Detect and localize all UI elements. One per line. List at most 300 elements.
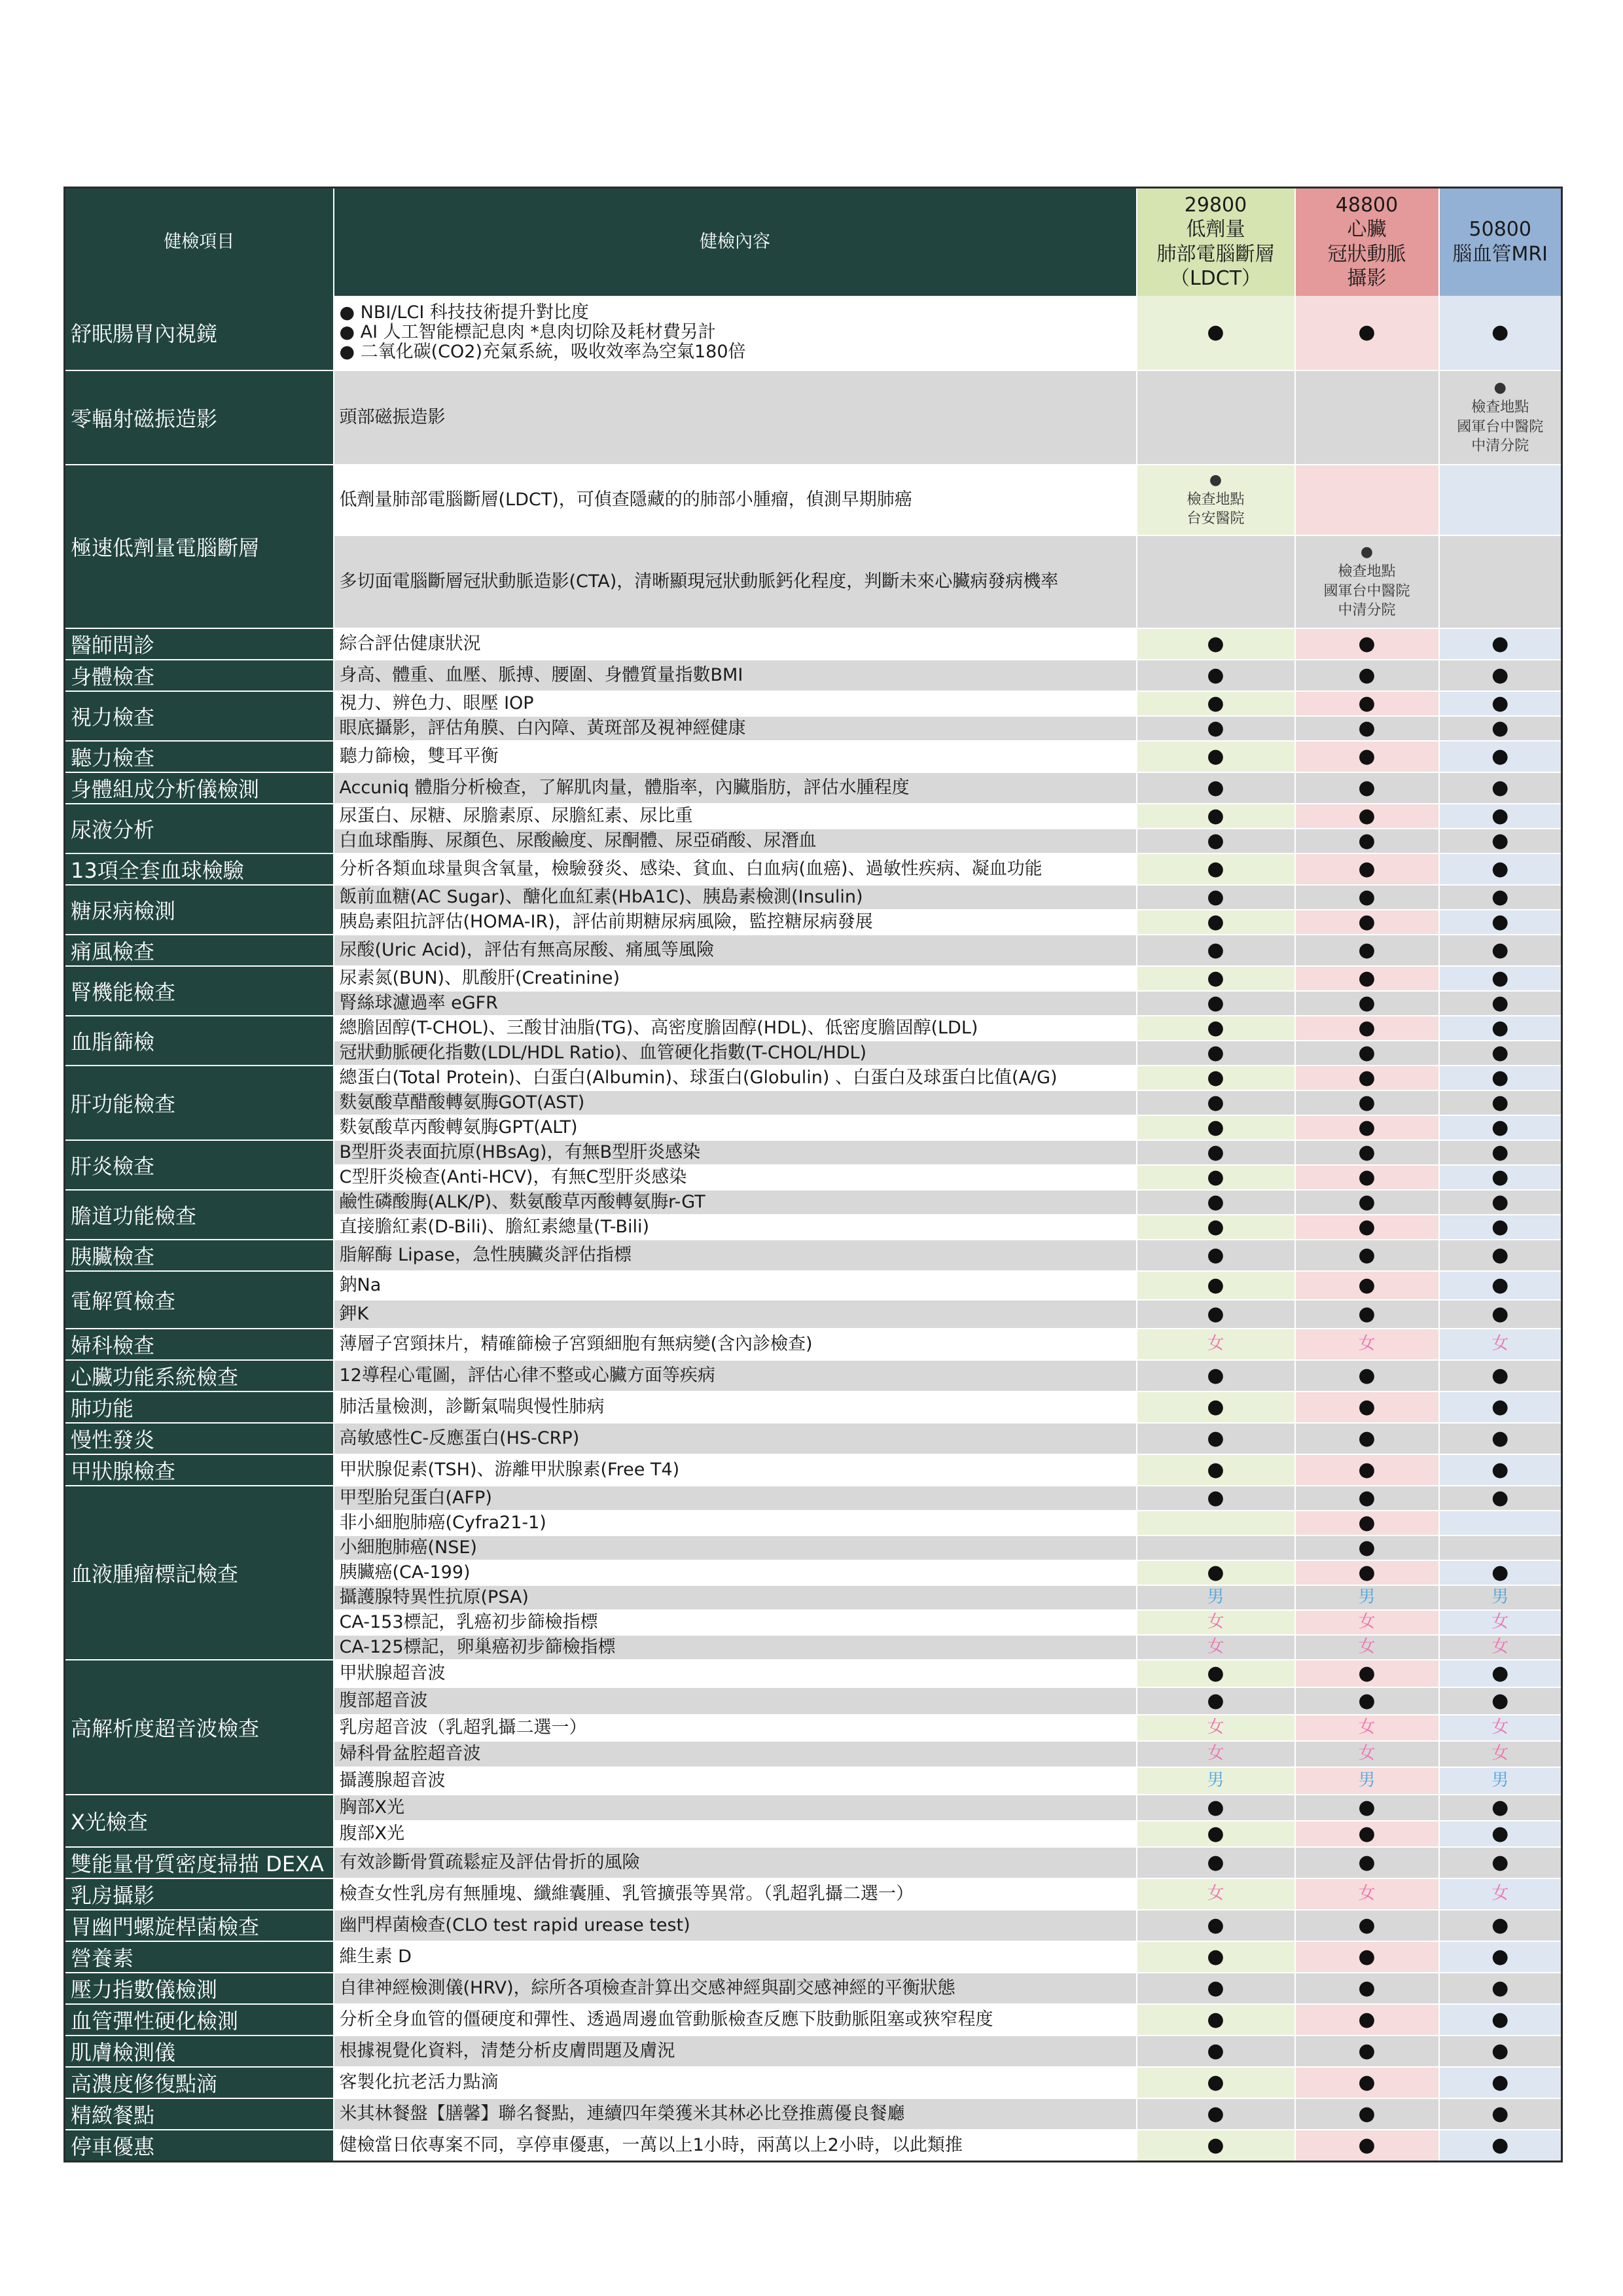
included-dot-icon: ● [1207,938,1224,961]
included-dot-icon: ● [1207,857,1224,880]
package-mark-cell [1295,1767,1439,1795]
included-dot-icon: ● [1207,910,1224,933]
included-dot-icon: ● [1207,1661,1224,1685]
included-dot-icon: ● [1358,910,1376,933]
package-mark-cell [1439,1973,1562,2004]
included-dot-icon: ● [1491,1090,1509,1114]
included-dot-icon: ● [1491,1821,1509,1845]
female-only-mark: 女 [1491,1743,1509,1763]
package-header-ldct [1137,188,1295,296]
category-cell: 舒眠腸胃內視鏡 [65,296,334,370]
included-dot-icon: ● [1358,1795,1376,1819]
table-body [65,296,1562,2162]
female-only-mark: 女 [1207,1883,1224,1903]
included-dot-icon: ● [1491,1458,1509,1481]
package-mark-cell [1439,1610,1562,1635]
included-dot-icon: ● [1207,1689,1224,1712]
description-cell: 腹部X光 [334,1821,1137,1847]
included-dot-icon: ● [1207,1273,1224,1297]
package-mark-cell [1439,1511,1562,1535]
package-mark-cell [1295,1090,1439,1115]
included-dot-icon: ● [1207,804,1224,827]
included-dot-icon: ● [1358,1913,1376,1937]
package-mark-cell [1295,1941,1439,1973]
package-mark-cell [1439,1535,1562,1560]
category-cell: 胃幽門螺旋桿菌檢查 [65,1910,334,1941]
included-dot-icon: ● [1358,829,1376,852]
package-mark-cell [1439,991,1562,1016]
package-mark-cell [1295,660,1439,691]
package-mark-cell [1439,1767,1562,1795]
included-dot-icon: ● [1358,1661,1376,1685]
description-cell [334,296,1137,370]
package-mark-cell [1137,2004,1295,2036]
female-only-mark: 女 [1491,1333,1509,1354]
description-cell: 甲狀腺超音波 [334,1660,1137,1687]
package-mark-cell [1439,2098,1562,2130]
included-dot-icon: ● [1358,716,1376,740]
category-cell: 電解質檢查 [65,1271,334,1329]
male-only-mark: 男 [1491,1770,1509,1790]
included-dot-icon: ● [1491,321,1509,344]
table-row [65,1360,1562,1391]
package-mark-cell [1439,1941,1562,1973]
table-header-row [65,188,1562,296]
table-row [65,2036,1562,2067]
package-mark-cell [1439,370,1562,465]
package-mark-cell [1137,1140,1295,1165]
package-mark-cell [1439,2004,1562,2036]
package-mark-cell [1137,1271,1295,1300]
included-dot-icon: ● [1358,1165,1376,1189]
category-cell: 13項全套血球檢驗 [65,853,334,885]
package-mark-cell [1295,829,1439,853]
package-mark-cell [1439,1910,1562,1941]
table-row [65,1066,1562,1090]
package-mark-cell [1137,1878,1295,1910]
included-dot-icon: ● [1207,1850,1224,1874]
included-dot-icon: ● [1207,321,1224,344]
description-cell: 分析各類血球量與含氧量，檢驗發炎、感染、貧血、白血病(血癌)、過敏性疾病、凝血功能 [334,853,1137,885]
location-note-line: ● [1209,471,1222,488]
included-dot-icon: ● [1358,1302,1376,1325]
package-mark-cell [1295,1240,1439,1271]
included-dot-icon: ● [1358,691,1376,715]
description-cell: 尿酸(Uric Acid)，評估有無高尿酸、痛風等風險 [334,935,1137,966]
package-mark-cell [1137,966,1295,991]
included-dot-icon: ● [1358,938,1376,961]
package-name-line: 腦血管MRI [1452,242,1548,266]
package-name-line: 冠狀動脈 [1327,242,1406,266]
description-cell: 甲狀腺促素(TSH)、游離甲狀腺素(Free T4) [334,1454,1137,1486]
package-mark-cell [1439,1635,1562,1660]
included-dot-icon: ● [1491,2133,1509,2157]
female-only-mark: 女 [1207,1636,1224,1657]
package-mark-cell [1137,1511,1295,1535]
package-mark-cell [1137,1767,1295,1795]
included-dot-icon: ● [1207,1486,1224,1509]
included-dot-icon: ● [1491,1945,1509,1968]
category-cell: 高濃度修復點滴 [65,2067,334,2098]
package-mark-cell [1439,1190,1562,1215]
description-line: ● AI 人工智能標記息肉 *息肉切除及耗材費另計 [339,322,716,343]
package-mark-cell [1137,1454,1295,1486]
package-mark-cell [1439,296,1562,370]
package-mark-cell [1439,1240,1562,1271]
description-cell: 維生素 D [334,1941,1137,1973]
package-mark-cell [1439,1660,1562,1687]
package-mark-cell [1137,1610,1295,1635]
table-row [65,1271,1562,1300]
description-cell: 麩氨酸草醋酸轉氨脢GOT(AST) [334,1090,1137,1115]
package-mark-cell [1439,1360,1562,1391]
package-mark-cell [1295,296,1439,370]
package-mark-cell [1295,991,1439,1016]
included-dot-icon: ● [1491,2070,1509,2094]
package-mark-cell [1439,910,1562,935]
included-dot-icon: ● [1358,744,1376,768]
description-cell: 自律神經檢測儀(HRV)，綜所各項檢查計算出交感神經與副交感神經的平衡狀態 [334,1973,1137,2004]
included-dot-icon: ● [1491,1913,1509,1937]
included-dot-icon: ● [1358,2007,1376,2031]
description-cell: 甲型胎兒蛋白(AFP) [334,1486,1137,1511]
package-mark-cell [1137,1635,1295,1660]
category-cell: 心臟功能系統檢查 [65,1360,334,1391]
description-cell: 肺活量檢測，診斷氣喘與慢性肺病 [334,1391,1137,1423]
package-mark-cell [1295,772,1439,804]
included-dot-icon: ● [1491,632,1509,655]
included-dot-icon: ● [1491,1395,1509,1418]
female-only-mark: 女 [1358,1883,1376,1903]
location-note-line: 台安醫院 [1186,511,1245,528]
description-cell: 白血球酯脢、尿顏色、尿酸鹼度、尿酮體、尿亞硝酸、尿潛血 [334,829,1137,853]
included-dot-icon: ● [1491,1140,1509,1164]
included-dot-icon: ● [1207,1560,1224,1584]
package-mark-cell [1295,1973,1439,2004]
package-mark-cell [1439,1271,1562,1300]
included-dot-icon: ● [1358,1458,1376,1481]
category-cell: 肌膚檢測儀 [65,2036,334,2067]
included-dot-icon: ● [1207,1795,1224,1819]
package-mark-cell [1137,535,1295,628]
description-line: ● NBI/LCI 科技技術提升對比度 [339,302,589,323]
package-mark-cell [1295,1821,1439,1847]
description-cell: 乳房超音波（乳超乳攝二選一） [334,1715,1137,1741]
category-cell: 零輻射磁振造影 [65,370,334,465]
package-mark-cell [1295,1115,1439,1140]
description-cell: 脂解酶 Lipase，急性胰臟炎評估指標 [334,1240,1137,1271]
female-only-mark: 女 [1358,1636,1376,1657]
table-row [65,741,1562,772]
included-dot-icon: ● [1491,744,1509,768]
package-mark-cell [1137,2098,1295,2130]
included-dot-icon: ● [1358,1243,1376,1266]
included-dot-icon: ● [1491,966,1509,990]
included-dot-icon: ● [1491,829,1509,852]
included-dot-icon: ● [1491,991,1509,1014]
included-dot-icon: ● [1358,1273,1376,1297]
included-dot-icon: ● [1491,1661,1509,1685]
location-note [1440,378,1561,456]
included-dot-icon: ● [1207,2133,1224,2157]
female-only-mark: 女 [1491,1636,1509,1657]
package-mark-cell [1295,1847,1439,1878]
package-mark-cell [1137,1215,1295,1240]
package-mark-cell [1295,1535,1439,1560]
description-cell: 綜合評估健康狀況 [334,628,1137,660]
package-mark-cell [1295,1560,1439,1585]
included-dot-icon: ● [1358,1140,1376,1164]
included-dot-icon: ● [1207,966,1224,990]
description-cell: 米其林餐盤【膳馨】聯名餐點，連續四年榮獲米其林必比登推薦優良餐廳 [334,2098,1137,2130]
table-row [65,1454,1562,1486]
included-dot-icon: ● [1491,1016,1509,1039]
category-cell: 身體組成分析儀檢測 [65,772,334,804]
category-cell: 極速低劑量電腦斷層 [65,465,334,628]
category-cell: 醫師問診 [65,628,334,660]
category-cell: 腎機能檢查 [65,966,334,1016]
package-mark-cell [1439,1329,1562,1360]
description-cell: 視力、辨色力、眼壓 IOP [334,691,1137,716]
description-cell: 婦科骨盆腔超音波 [334,1741,1137,1767]
package-mark-cell [1137,1847,1295,1878]
package-mark-cell [1295,1610,1439,1635]
package-mark-cell [1295,1660,1439,1687]
category-cell: 痛風檢查 [65,935,334,966]
included-dot-icon: ● [1491,663,1509,687]
included-dot-icon: ● [1358,1821,1376,1845]
female-only-mark: 女 [1207,1717,1224,1737]
package-mark-cell [1439,691,1562,716]
package-mark-cell [1439,465,1562,535]
description-cell: 攝護腺超音波 [334,1767,1137,1795]
package-mark-cell [1137,2067,1295,2098]
package-mark-cell [1439,1454,1562,1486]
table-row [65,1423,1562,1454]
included-dot-icon: ● [1358,1066,1376,1089]
package-mark-cell [1137,885,1295,910]
description-cell: 高敏感性C-反應蛋白(HS-CRP) [334,1423,1137,1454]
table-row [65,1910,1562,1941]
package-mark-cell [1439,829,1562,853]
included-dot-icon: ● [1358,804,1376,827]
package-mark-cell [1137,370,1295,465]
package-mark-cell [1295,465,1439,535]
table-row [65,2130,1562,2162]
table-row [65,660,1562,691]
package-mark-cell [1295,370,1439,465]
package-mark-cell [1137,1715,1295,1741]
package-mark-cell [1137,1585,1295,1610]
description-cell: 攝護腺特異性抗原(PSA) [334,1585,1137,1610]
table-row [65,1329,1562,1360]
description-cell: 低劑量肺部電腦斷層(LDCT)，可偵查隱藏的的肺部小腫瘤，偵測早期肺癌 [334,465,1137,535]
category-cell: 精緻餐點 [65,2098,334,2130]
included-dot-icon: ● [1207,1395,1224,1418]
table-row [65,1391,1562,1423]
female-only-mark: 女 [1491,1883,1509,1903]
package-mark-cell [1439,660,1562,691]
category-cell: 視力檢查 [65,691,334,741]
package-mark-cell [1137,935,1295,966]
package-mark-cell [1137,1821,1295,1847]
package-mark-cell [1295,966,1439,991]
included-dot-icon: ● [1358,966,1376,990]
female-only-mark: 女 [1491,1611,1509,1632]
category-cell: 慢性發炎 [65,1423,334,1454]
female-only-mark: 女 [1207,1743,1224,1763]
package-mark-cell [1295,1687,1439,1715]
package-mark-cell [1439,1066,1562,1090]
included-dot-icon: ● [1491,1066,1509,1089]
included-dot-icon: ● [1207,1821,1224,1845]
package-mark-cell [1439,1215,1562,1240]
package-mark-cell [1295,1878,1439,1910]
package-mark-cell [1137,829,1295,853]
description-cell: 檢查女性乳房有無腫塊、纖維囊腫、乳管擴張等異常。（乳超乳攝二選一） [334,1878,1137,1910]
table-row [65,804,1562,829]
included-dot-icon: ● [1491,2039,1509,2062]
table-row [65,296,1562,370]
description-cell: 直接膽紅素(D-Bili)、膽紅素總量(T-Bili) [334,1215,1137,1240]
table-row [65,772,1562,804]
female-only-mark: 女 [1491,1717,1509,1737]
category-cell: 甲狀腺檢查 [65,1454,334,1486]
category-cell: 身體檢查 [65,660,334,691]
female-only-mark: 女 [1358,1743,1376,1763]
male-only-mark: 男 [1491,1587,1509,1607]
included-dot-icon: ● [1207,1165,1224,1189]
package-mark-cell [1439,1795,1562,1821]
package-mark-cell [1137,804,1295,829]
package-mark-cell [1439,1878,1562,1910]
package-mark-cell [1295,1635,1439,1660]
location-note-line: 檢查地點 [1186,491,1245,508]
package-mark-cell [1137,1329,1295,1360]
description-cell: 聽力篩檢，雙耳平衡 [334,741,1137,772]
included-dot-icon: ● [1207,1458,1224,1481]
included-dot-icon: ● [1491,1976,1509,2000]
included-dot-icon: ● [1358,2039,1376,2062]
included-dot-icon: ● [1491,1215,1509,1238]
included-dot-icon: ● [1491,1041,1509,1064]
package-mark-cell [1137,1535,1295,1560]
included-dot-icon: ● [1491,2007,1509,2031]
included-dot-icon: ● [1491,1243,1509,1266]
package-mark-cell [1137,1016,1295,1041]
package-mark-cell [1295,935,1439,966]
package-mark-cell [1439,716,1562,741]
female-only-mark: 女 [1358,1611,1376,1632]
package-mark-cell [1137,1687,1295,1715]
included-dot-icon: ● [1358,1560,1376,1584]
package-mark-cell [1439,885,1562,910]
included-dot-icon: ● [1491,691,1509,715]
location-note-line: 中清分院 [1471,438,1529,455]
male-only-mark: 男 [1358,1770,1376,1790]
package-mark-cell [1439,966,1562,991]
included-dot-icon: ● [1358,663,1376,687]
included-dot-icon: ● [1358,321,1376,344]
package-mark-cell [1439,1847,1562,1878]
table-row [65,2004,1562,2036]
included-dot-icon: ● [1358,1041,1376,1064]
included-dot-icon: ● [1207,1016,1224,1039]
included-dot-icon: ● [1358,1395,1376,1418]
package-mark-cell [1295,1585,1439,1610]
female-only-mark: 女 [1358,1333,1376,1354]
package-mark-cell [1137,1560,1295,1585]
included-dot-icon: ● [1358,1115,1376,1139]
description-cell: 12導程心電圖，評估心律不整或心臟方面等疾病 [334,1360,1137,1391]
description-cell: 頭部磁振造影 [334,370,1137,465]
package-mark-cell [1439,1560,1562,1585]
package-mark-cell [1137,1486,1295,1511]
included-dot-icon: ● [1207,829,1224,852]
package-header-mri [1439,188,1562,296]
included-dot-icon: ● [1358,1215,1376,1238]
column-header-item: 健檢項目 [65,188,334,296]
included-dot-icon: ● [1358,776,1376,799]
included-dot-icon: ● [1358,2102,1376,2125]
package-mark-cell [1137,296,1295,370]
description-cell: 非小細胞肺癌(Cyfra21-1) [334,1511,1137,1535]
description-cell: 分析全身血管的僵硬度和彈性、透過周邊血管動脈檢查反應下肢動脈阻塞或狹窄程度 [334,2004,1137,2036]
package-mark-cell [1295,1329,1439,1360]
included-dot-icon: ● [1491,1273,1509,1297]
category-cell: 肺功能 [65,1391,334,1423]
package-mark-cell [1137,1795,1295,1821]
category-cell: 膽道功能檢查 [65,1190,334,1240]
category-cell: 尿液分析 [65,804,334,853]
package-mark-cell [1439,1300,1562,1329]
included-dot-icon: ● [1358,1945,1376,1968]
package-mark-cell [1295,1271,1439,1300]
category-cell: 婦科檢查 [65,1329,334,1360]
location-note-line: 檢查地點 [1471,399,1529,416]
table-row [65,628,1562,660]
package-mark-cell [1295,1795,1439,1821]
table-row [65,370,1562,465]
package-mark-cell [1137,1360,1295,1391]
package-mark-cell [1295,2004,1439,2036]
package-mark-cell [1439,1423,1562,1454]
category-cell: 血脂篩檢 [65,1016,334,1066]
included-dot-icon: ● [1491,1302,1509,1325]
table-row [65,1878,1562,1910]
included-dot-icon: ● [1207,776,1224,799]
table-row [65,691,1562,716]
package-mark-cell [1137,1041,1295,1066]
package-mark-cell [1439,935,1562,966]
description-cell: Accuniq 體脂分析檢查，了解肌肉量，體脂率，內臟脂肪，評估水腫程度 [334,772,1137,804]
included-dot-icon: ● [1491,1795,1509,1819]
package-mark-cell [1137,628,1295,660]
package-mark-cell [1295,1066,1439,1090]
included-dot-icon: ● [1207,1115,1224,1139]
included-dot-icon: ● [1358,885,1376,908]
included-dot-icon: ● [1358,1850,1376,1874]
description-cell: 尿素氮(BUN)、肌酸肝(Creatinine) [334,966,1137,991]
included-dot-icon: ● [1491,1115,1509,1139]
description-cell: 鹼性磷酸脢(ALK/P)、麩氨酸草丙酸轉氨脢r-GT [334,1190,1137,1215]
location-note [1296,543,1438,620]
description-cell: 胸部X光 [334,1795,1137,1821]
package-mark-cell [1295,910,1439,935]
female-only-mark: 女 [1207,1611,1224,1632]
category-cell: 雙能量骨質密度掃描 DEXA [65,1847,334,1878]
table-row [65,1941,1562,1973]
